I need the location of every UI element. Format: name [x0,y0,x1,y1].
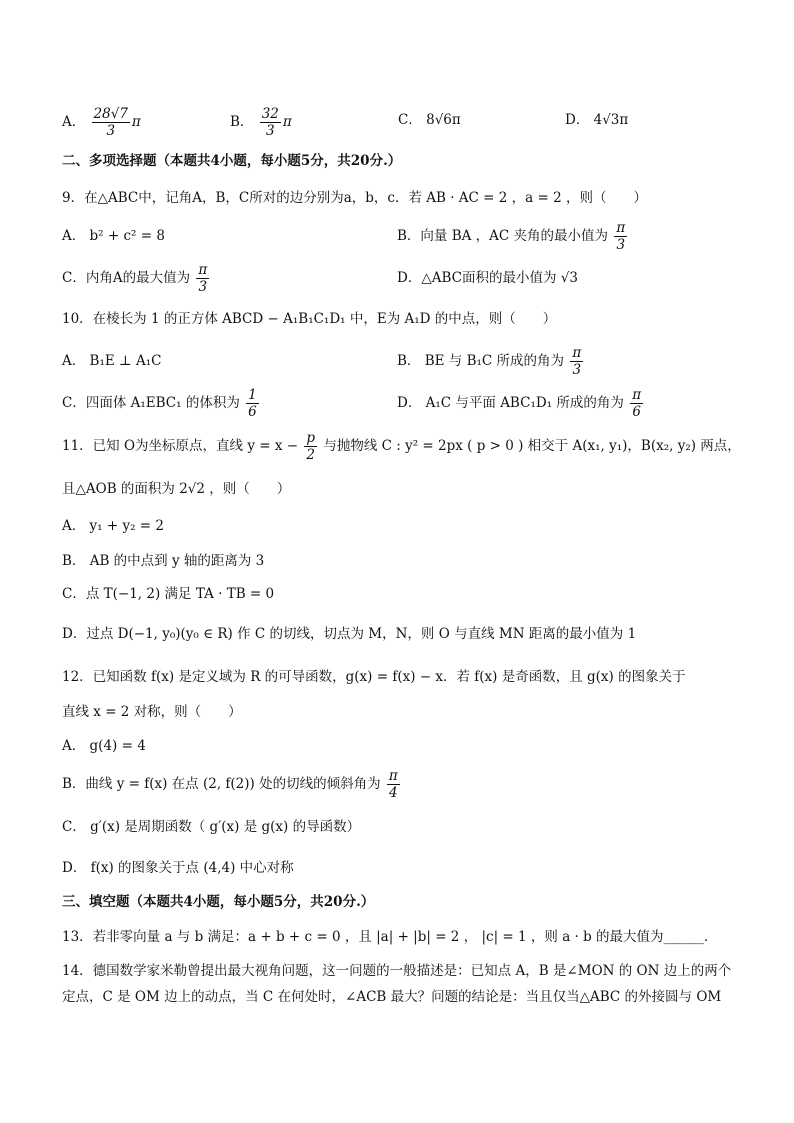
q12-option-d: D． f(x) 的图象关于点 (4,4) 中心对称 [62,860,294,876]
q8-option-b-label: B． [230,114,254,130]
q8-option-c: C． 8√6π [398,112,461,128]
q9-option-c-fraction [196,262,209,295]
q9-option-b-denominator: 3 [616,237,626,253]
q8-option-b-pi: π [282,114,292,130]
q9-option-b-fraction [614,220,627,253]
q8-option-a-fraction [92,106,130,139]
q11-stem [62,430,741,463]
q12-option-b-denominator: 4 [389,785,398,801]
q14-stem: 14．德国数学家米勒曾提出最大视角问题，这一问题的一般描述是：已知点 A，B 是∠MON 的 ON 边上的两个定点，C 是 OM 边上的动点，当 C 在何处时，∠ACB 最大？问题的结论是：当且仅当△ABC 的外接圆与 OM [62,963,732,1005]
q12-option-b-numerator: π [388,768,398,784]
q12-option-b-text: B．曲线 y = f(x) 在点 (2, f(2)) 处的切线的倾斜角为 [62,776,381,792]
q10-option-b-text: B． BE 与 B₁C 所成的角为 [397,353,565,369]
q10-option-c [62,387,261,420]
q10-option-b-denominator: 3 [572,362,582,378]
q11-option-d: D．过点 D(−1, y₀)(y₀ ∈ R) 作 C 的切线，切点为 M，N，则 O 与直线 MN 距离的最小值为 1 [62,626,637,642]
q9-stem: 9．在△ABC中，记角A，B，C所对的边分别为a，b，c．若 AB · AC = 2 ，a = 2 ，则（ ） [62,190,647,206]
q8-option-a-label: A． [62,114,86,130]
q8-option-d: D． 4√3π [565,112,629,128]
q10-option-b [397,345,585,378]
q11-option-b: B． AB 的中点到 y 轴的距离为 3 [62,553,265,569]
q11-option-c: C．点 T(−1, 2) 满足 TA · TB = 0 [62,586,275,602]
q11-stem-line2: 且△AOB 的面积为 2√2 ，则（ ） [62,481,291,497]
q8-option-b [230,106,292,139]
q10-option-c-fraction [246,387,259,420]
section-2-heading: 二、多项选择题（本题共4小题，每小题5分，共20分.） [62,153,402,169]
q11-stem-fraction [304,430,317,463]
q10-option-b-numerator: π [572,345,582,361]
q10-option-d-numerator: π [632,387,642,403]
q10-option-d-fraction [630,387,643,420]
q10-option-d-text: D． A₁C 与平面 ABC₁D₁ 所成的角为 [397,395,624,411]
q10-option-c-numerator: 1 [248,387,257,403]
q12-stem-line1: 12．已知函数 f(x) 是定义域为 R 的可导函数，g(x) = f(x) − x．若 f(x) 是奇函数，且 g(x) 的图象关于 [62,669,686,685]
q9-option-a: A． b² + c² = 8 [62,228,165,244]
section-3-heading: 三、填空题（本题共4小题，每小题5分，共20分.） [62,894,375,910]
q12-stem-line2: 直线 x = 2 对称，则（ ） [62,704,242,720]
q9-option-b-text: B．向量 BA ，AC 夹角的最小值为 [397,228,609,244]
q11-stem-text-2: 与抛物线 C : y² = 2px ( p > 0 ) 相交于 A(x₁, y₁)，B(x₂, y₂) 两点， [323,438,741,454]
q10-option-b-fraction [570,345,583,378]
q12-option-a: A． g(4) = 4 [62,738,146,754]
q12-option-b-fraction [387,768,400,801]
q8-option-b-numerator: 32 [261,106,279,122]
q8-option-b-denominator: 3 [266,123,275,139]
q12-option-c: C． g′(x) 是周期函数（ g′(x) 是 g(x) 的导函数） [62,819,361,835]
q10-option-a: A． B₁E ⊥ A₁C [62,353,162,369]
q9-option-b-numerator: π [616,220,626,236]
q9-option-c-numerator: π [198,262,208,278]
q8-option-b-fraction [260,106,281,139]
q8-option-a-pi: π [131,114,141,130]
q10-option-d [397,387,645,420]
q9-option-b [397,220,629,253]
q11-stem-numerator: p [306,430,316,446]
q13-stem: 13．若非零向量 a 与 b 满足：a + b + c = 0 ，且 |a| + |b| = 2 ， |c| = 1 ，则 a · b 的最大值为______． [62,929,718,945]
q8-option-a [62,106,141,139]
q9-option-d: D．△ABC面积的最小值为 √3 [397,270,578,286]
q10-option-c-denominator: 6 [248,404,257,420]
q11-stem-text: 11．已知 O为坐标原点，直线 y = x − [62,438,299,454]
q11-stem-denominator: 2 [306,447,315,463]
q9-option-c-text: C．内角A的最大值为 [62,270,191,286]
q10-stem: 10．在棱长为 1 的正方体 ABCD − A₁B₁C₁D₁ 中，E为 A₁D 的中点，则（ ） [62,311,557,327]
q8-option-a-numerator: 28√7 [93,106,128,122]
q10-option-c-text: C．四面体 A₁EBC₁ 的体积为 [62,395,240,411]
q9-option-c [62,262,211,295]
q8-option-a-denominator: 3 [106,123,116,139]
q11-option-a: A． y₁ + y₂ = 2 [62,518,164,534]
q9-option-c-denominator: 3 [198,279,208,295]
q12-option-b [62,768,402,801]
q10-option-d-denominator: 6 [632,404,641,420]
